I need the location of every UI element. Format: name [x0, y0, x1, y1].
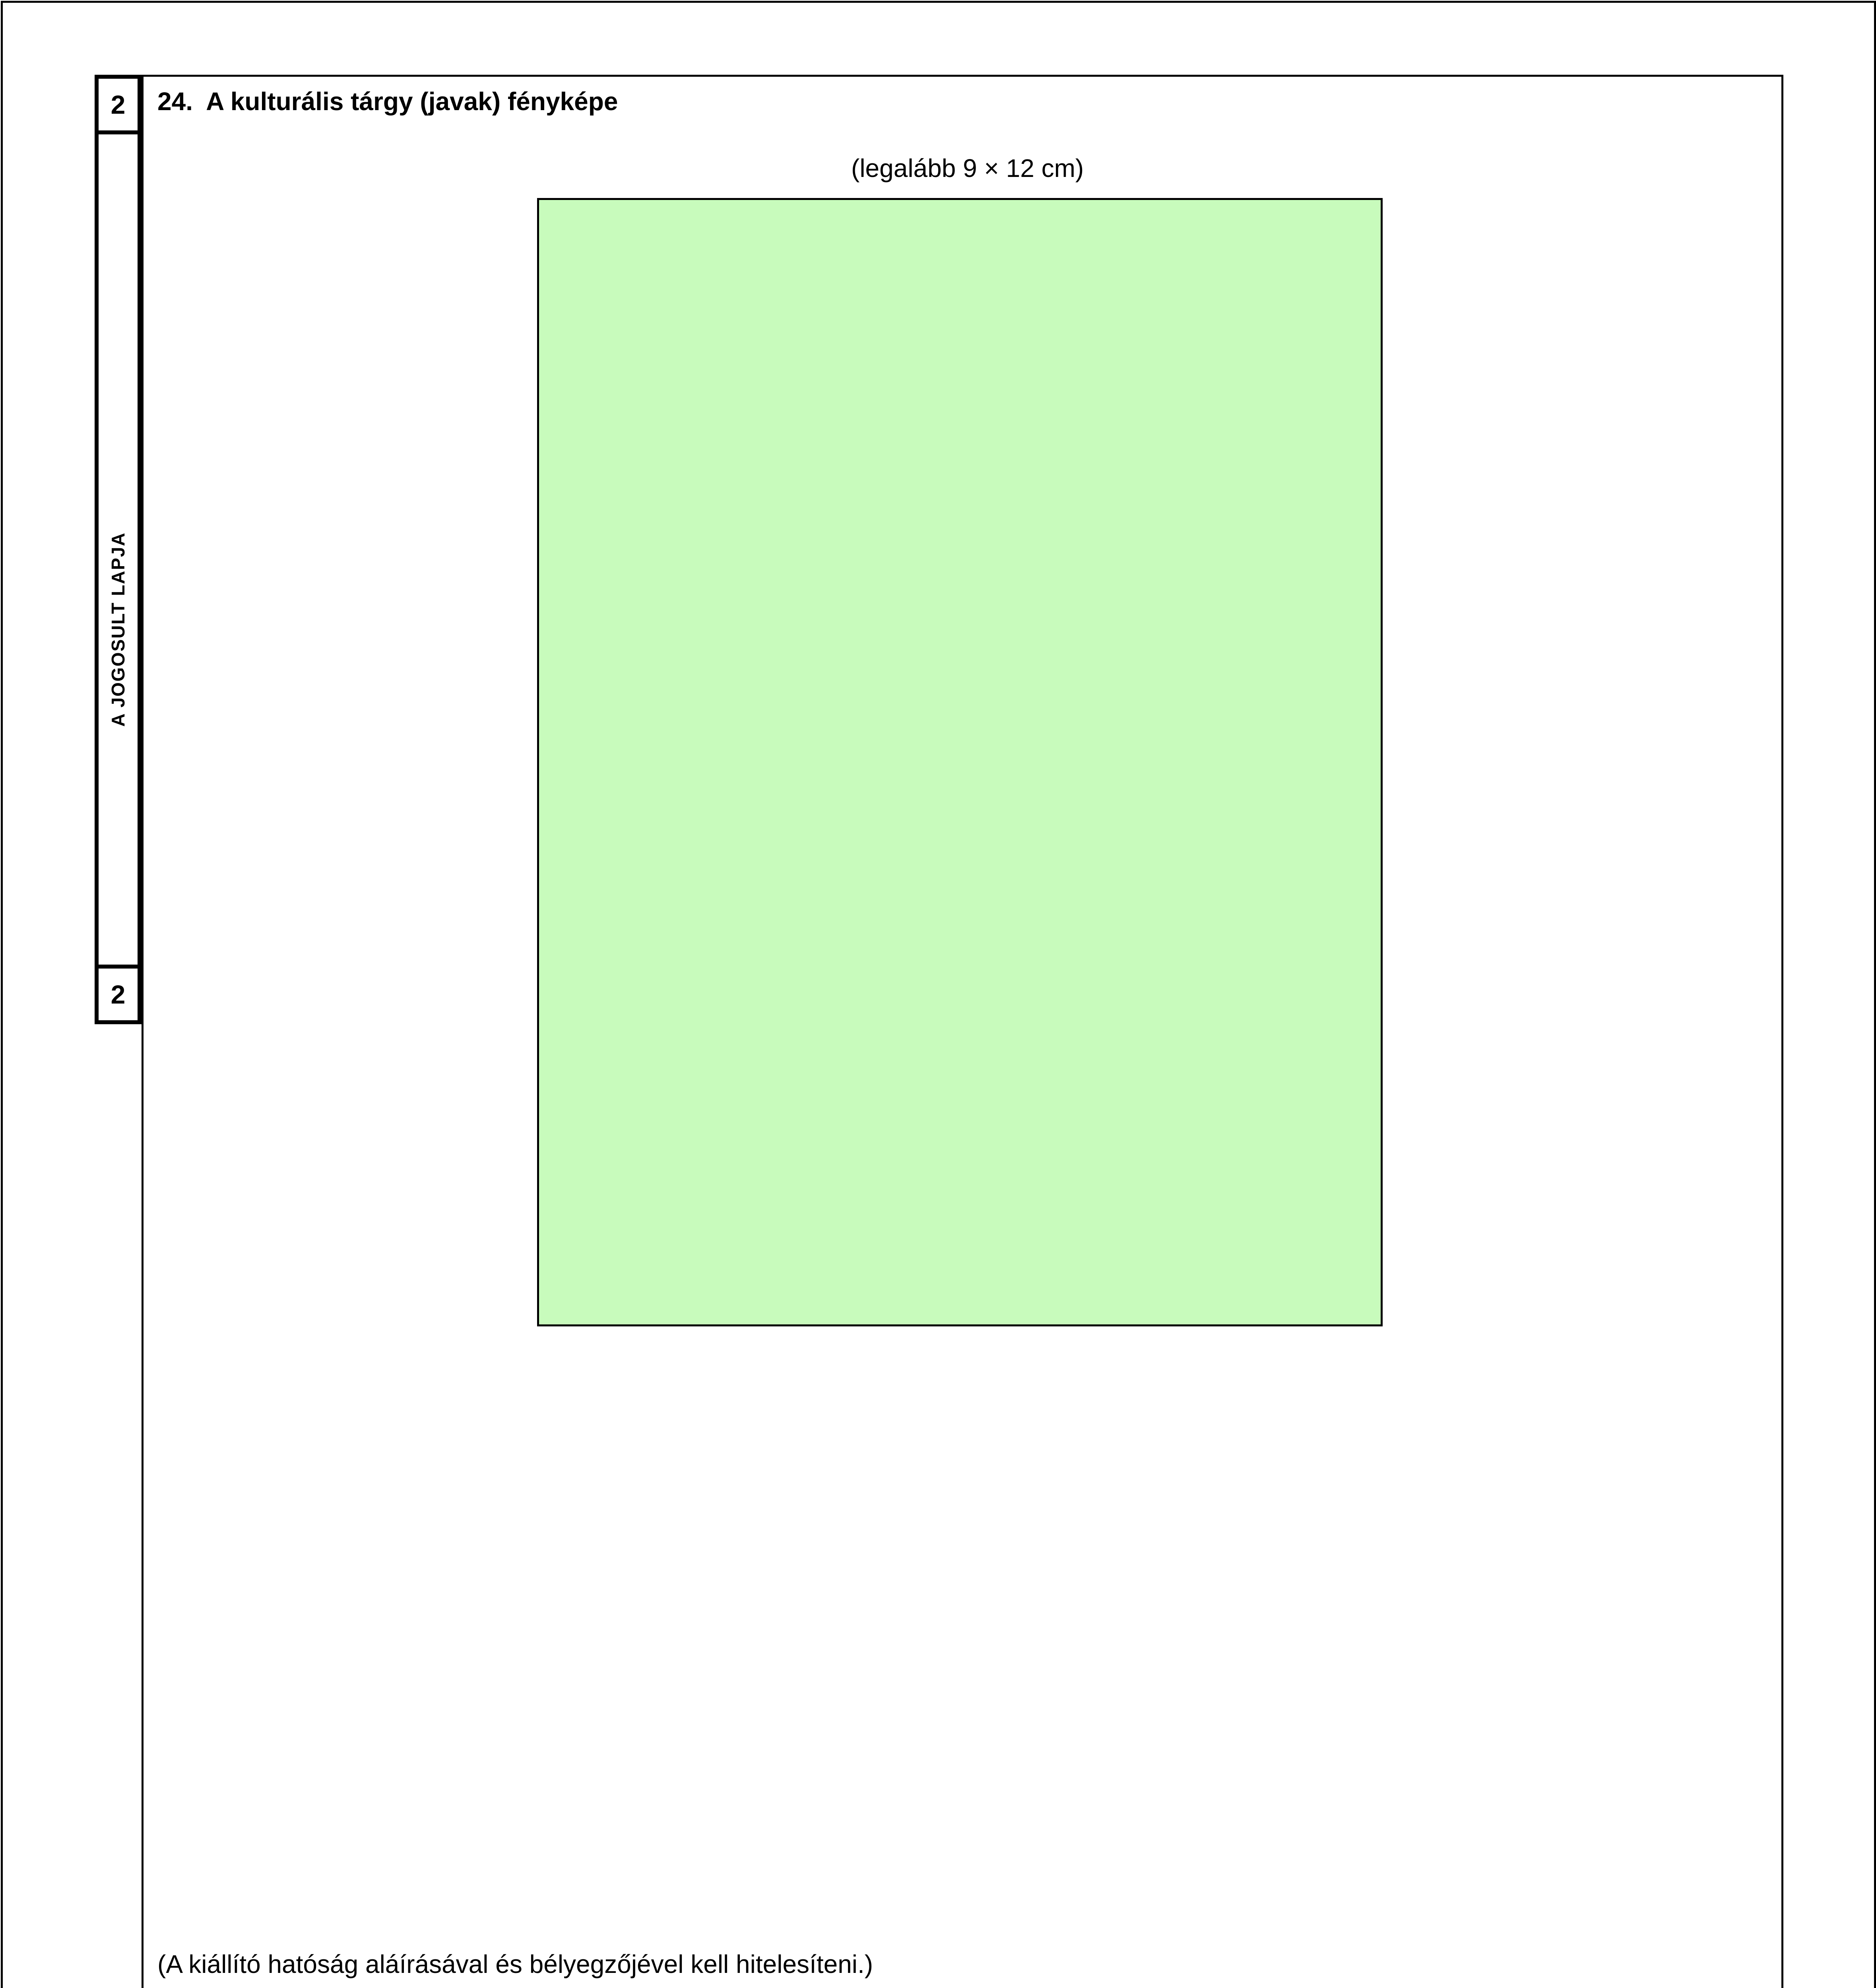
authentication-note: (A kiállító hatóság aláírásával és bélyegzőjével kell hitelesíteni.) [157, 1950, 873, 1978]
side-tab [95, 75, 142, 1024]
section-24-number: 24. [157, 87, 193, 116]
section-24-heading [157, 87, 618, 116]
photo-placeholder[interactable] [537, 198, 1383, 1326]
section-24-photo [144, 77, 1781, 1988]
section-24-title: A kulturális tárgy (javak) fényképe [206, 87, 618, 116]
side-tab-number-top: 2 [99, 79, 138, 134]
side-tab-number-bottom: 2 [99, 965, 138, 1020]
form [142, 75, 1783, 1988]
side-tab-label: A JOGOSULT LAPJA [108, 532, 128, 727]
photo-size-note: (legalább 9 × 12 cm) [851, 154, 1084, 182]
